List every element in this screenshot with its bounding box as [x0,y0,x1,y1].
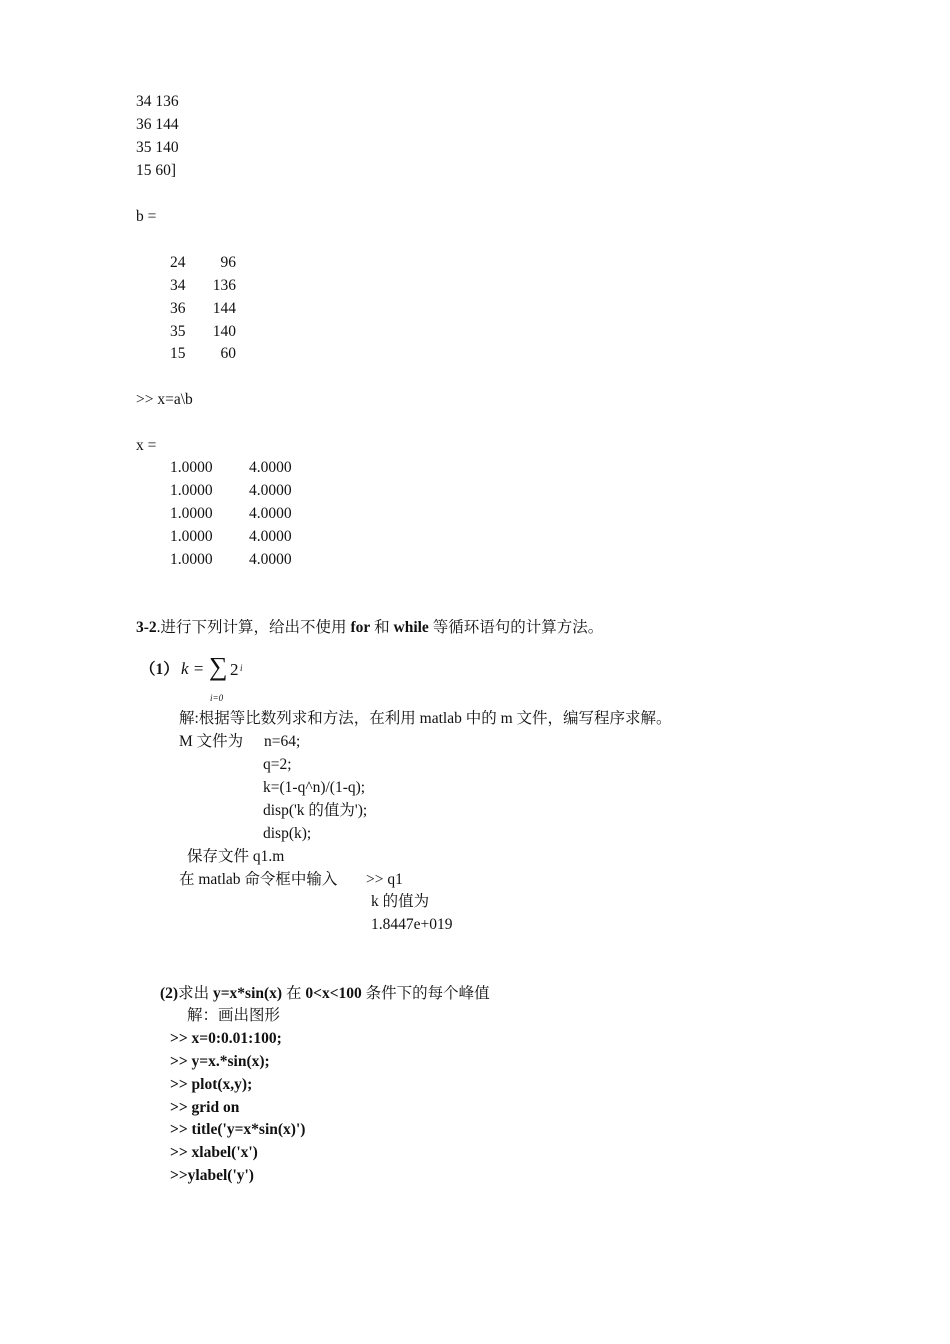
b-cell: 60 [220,345,236,362]
b-cell: 34 [170,277,186,294]
code-line: q=2; [263,756,292,773]
code-line: disp('k 的值为'); [263,802,368,819]
command-window-label: 在 matlab 命令框中输入 [179,871,338,888]
matrix-line: 36 144 [136,116,179,133]
mfile-label: M 文件为 [179,733,244,750]
b-cell: 96 [220,254,236,271]
b-cell: 35 [170,323,186,340]
x-cell: 4.0000 [249,459,292,476]
matrix-line: 35 140 [136,139,179,156]
code-line: n=64; [264,733,301,750]
part2-condition: 0<x<100 [305,985,362,1002]
code-line: >>ylabel('y') [170,1167,254,1184]
problem-number: 3-2 [136,619,157,636]
x-cell: 4.0000 [249,482,292,499]
sigma-symbol: ∑ [209,652,228,681]
part2-expression: y=x*sin(x) [212,985,283,1002]
output-value: 1.8447e+019 [371,916,453,933]
b-cell: 140 [212,323,236,340]
keyword-while: while [393,619,429,636]
x-cell: 1.0000 [170,528,213,545]
part1-solution: 解:根据等比数列求和方法，在利用 matlab 中的 m 文件，编写程序求解。 [179,710,672,727]
code-line: >> xlabel('x') [170,1144,258,1161]
code-line: disp(k); [263,825,312,842]
formula-lhs: k = [181,659,205,678]
part2-solution: 解：画出图形 [187,1007,281,1024]
part2-heading [160,984,490,1004]
keyword-for: for [350,619,371,636]
x-label: x = [136,437,157,454]
part2-label: (2) [160,985,179,1002]
part2-text: 在 [282,985,306,1002]
x-cell: 4.0000 [249,551,292,568]
problem-text: 等循环语句的计算方法。 [428,619,604,636]
x-cell: 4.0000 [249,505,292,522]
part1-label: （1） [140,661,179,678]
formula-exponent: i [240,663,243,673]
code-line: >> grid on [170,1099,240,1116]
x-cell: 1.0000 [170,459,213,476]
problem-text: .进行下列计算，给出不使用 [156,619,351,636]
matrix-line: 34 136 [136,93,179,110]
output-label: k 的值为 [371,893,430,910]
code-line: >> y=x.*sin(x); [170,1053,270,1070]
code-line: >> plot(x,y); [170,1076,253,1093]
part2-text: 条件下的每个峰值 [361,985,490,1002]
x-cell: 1.0000 [170,505,213,522]
problem-text: 和 [370,619,394,636]
command-solve: >> x=a\b [136,391,193,408]
b-cell: 144 [212,300,236,317]
formula-lower-limit: i=0 [210,693,224,703]
x-cell: 4.0000 [249,528,292,545]
code-line: k=(1-q^n)/(1-q); [263,779,366,796]
b-cell: 15 [170,345,186,362]
x-cell: 1.0000 [170,482,213,499]
code-line: >> title('y=x*sin(x)') [170,1121,306,1138]
b-cell: 36 [170,300,186,317]
problem-heading [136,618,603,638]
command-q1: >> q1 [366,871,403,888]
b-cell: 136 [212,277,236,294]
matrix-line: 15 60] [136,162,177,179]
code-line: >> x=0:0.01:100; [170,1030,282,1047]
formula-base: 2 [230,660,239,679]
x-cell: 1.0000 [170,551,213,568]
part2-text: 求出 [178,985,213,1002]
b-cell: 24 [170,254,186,271]
b-label: b = [136,208,157,225]
save-file-text: 保存文件 q1.m [187,848,285,865]
